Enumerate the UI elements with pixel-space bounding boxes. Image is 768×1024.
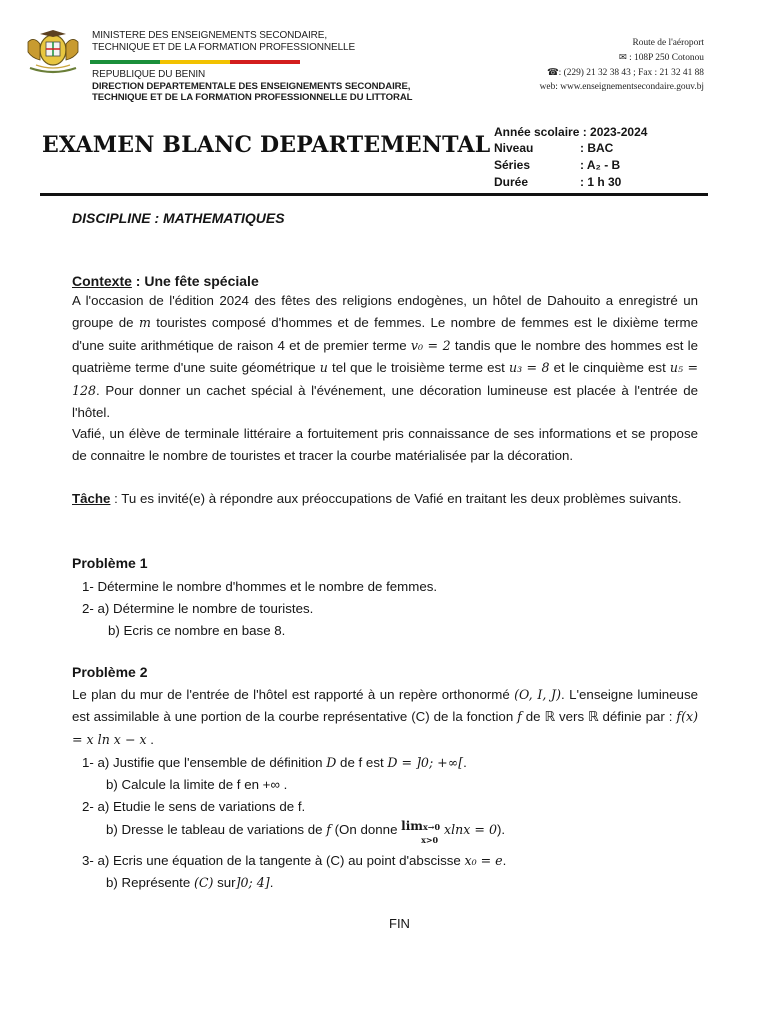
context-paragraph-2: Vafié, un élève de terminale littéraire a fortuitement pris connaissance de ses informations et se propose de connaitre le nombre de touristes et tracer la courbe matérialisée par la décoration. bbox=[72, 426, 698, 464]
problem-1-heading: Problème 1 bbox=[72, 555, 148, 571]
context-text: . Pour donner un cachet spécial à l'événement, une décoration lumineuse est placée à l'entrée de l'hôtel. bbox=[72, 382, 698, 421]
context-text: tel que le troisième terme est bbox=[327, 360, 509, 376]
website: web: www.enseignementsecondaire.gouv.bj bbox=[539, 82, 704, 92]
function-f: f bbox=[326, 822, 331, 837]
duration-key: Durée bbox=[494, 175, 529, 189]
direction-name bbox=[92, 81, 412, 103]
problem-2-text: . L'enseigne lumineuse est assimilable à une portion de la courbe représentative (C) de la fonction bbox=[72, 687, 698, 725]
context-text: et le cinquième est bbox=[549, 360, 670, 376]
lim-sub-2: x>0 bbox=[421, 835, 439, 845]
q3a-text: 3- a) Ecris une équation de la tangente à (C) au point d'abscisse bbox=[82, 853, 465, 868]
flag-stripe-yellow bbox=[160, 60, 230, 64]
flag-stripe-red bbox=[230, 60, 300, 64]
exam-title: EXAMEN BLANC DEPARTEMENTAL bbox=[42, 132, 491, 158]
lim-symbol: lim bbox=[401, 819, 423, 833]
problem-2-intro bbox=[72, 684, 698, 751]
var-m: m bbox=[138, 315, 151, 331]
level-value: : BAC bbox=[580, 141, 614, 155]
problem-2-text: . bbox=[146, 731, 154, 747]
q3b-text: . bbox=[269, 875, 274, 890]
series-key: Séries bbox=[494, 158, 531, 172]
header-divider bbox=[40, 193, 708, 196]
ministry-line-1: MINISTERE DES ENSEIGNEMENTS SECONDAIRE, bbox=[92, 30, 328, 41]
interval: ]0; 4] bbox=[235, 875, 270, 890]
ministry-name bbox=[92, 30, 355, 54]
problem-2-q3b bbox=[106, 872, 273, 894]
limit-expression: xlnx = 0 bbox=[440, 822, 497, 837]
function-formula: f(x) = x ln x − x bbox=[72, 709, 699, 747]
po-box: ✉ : 108P 250 Cotonou bbox=[618, 53, 704, 63]
duration-value: : 1 h 30 bbox=[580, 175, 622, 189]
limit-operator bbox=[401, 819, 440, 846]
problem-2-q2b bbox=[106, 819, 505, 846]
problem-2-heading: Problème 2 bbox=[72, 664, 148, 680]
domain: D = ]0; +∞[ bbox=[387, 755, 464, 770]
flag-stripe-green bbox=[90, 60, 160, 64]
q1a-text: 1- a) Justifie que l'ensemble de définition bbox=[82, 755, 327, 770]
context-heading-label: Contexte bbox=[72, 273, 132, 289]
problem-1-q1: 1- Détermine le nombre d'hommes et le nombre de femmes. bbox=[82, 579, 438, 594]
ministry-line-2: TECHNIQUE ET DE LA FORMATION PROFESSIONNELLE bbox=[92, 42, 356, 53]
context-heading-title: : Une fête spéciale bbox=[131, 273, 259, 289]
problem-1-q2b: b) Ecris ce nombre en base 8. bbox=[108, 623, 286, 638]
context-text: A l'occasion de l'édition 2024 des fêtes des religions endogènes, un hôtel de Dahouito a enregistré un groupe de bbox=[72, 293, 698, 331]
q3b-text: b) Représente bbox=[106, 875, 194, 890]
school-year: Année scolaire : 2023-2024 bbox=[494, 125, 648, 139]
problem-2-q1b: b) Calcule la limite de f en +∞ . bbox=[106, 777, 288, 792]
task-heading: Tâche bbox=[72, 491, 111, 506]
phone-fax: ☎: (229) 21 32 38 43 ; Fax : 21 32 41 88 bbox=[547, 68, 704, 78]
context-text: tandis que le nombre des hommes est le quatrième terme d'une suite géométrique bbox=[72, 337, 698, 376]
q2b-text: (On donne bbox=[330, 822, 402, 837]
address: Route de l'aéroport bbox=[632, 38, 704, 48]
series-value: : A₂ - B bbox=[580, 158, 621, 172]
problem-2-text: de ℝ vers ℝ définie par : bbox=[521, 709, 677, 725]
q2b-text: ). bbox=[496, 822, 506, 837]
v0-value: v₀ = 2 bbox=[410, 337, 451, 353]
q3a-text: . bbox=[502, 853, 507, 868]
curve-C: (C) bbox=[193, 875, 214, 890]
q2b-text: b) Dresse le tableau de variations de bbox=[106, 822, 327, 837]
end-marker: FIN bbox=[389, 916, 410, 931]
task-text: : Tu es invité(e) à répondre aux préoccupations de Vafié en traitant les deux problèmes suivants. bbox=[110, 491, 682, 506]
frame: (O, I, J) bbox=[514, 687, 561, 702]
context-text: touristes composé d'hommes et de femmes. Le nombre de femmes est le dixième terme d'une suite arithmétique de raison 4 et de premier terme bbox=[72, 315, 698, 353]
problem-1-q2a: 2- a) Détermine le nombre de touristes. bbox=[82, 601, 314, 616]
u3-value: u₃ = 8 bbox=[508, 360, 550, 376]
lim-sub-1: x→0 bbox=[423, 822, 441, 832]
q1a-text: de f est bbox=[336, 755, 388, 770]
context-paragraph-1 bbox=[72, 290, 698, 424]
direction-line-1: DIRECTION DEPARTEMENTALE DES ENSEIGNEMENTS SECONDAIRE, bbox=[92, 81, 411, 92]
republic-name: REPUBLIQUE DU BENIN bbox=[92, 69, 206, 80]
benin-coat-of-arms-logo bbox=[22, 28, 84, 78]
q1a-text: . bbox=[463, 755, 467, 770]
function-f: f bbox=[517, 709, 522, 725]
x0-value: x₀ = e bbox=[464, 853, 503, 868]
var-u: u bbox=[319, 360, 328, 376]
problem-2-q2a: 2- a) Etudie le sens de variations de f. bbox=[82, 799, 306, 814]
problem-2-text: Le plan du mur de l'entrée de l'hôtel est rapporté à un repère orthonormé bbox=[72, 687, 515, 702]
set-D: D bbox=[326, 755, 337, 770]
task bbox=[72, 488, 698, 510]
q3b-text: sur bbox=[213, 875, 236, 890]
problem-2-q3a bbox=[82, 850, 506, 872]
level-key: Niveau bbox=[494, 141, 534, 155]
discipline: DISCIPLINE : MATHEMATIQUES bbox=[72, 210, 285, 226]
u5-value: u₅ = 128 bbox=[72, 360, 699, 398]
direction-line-2: TECHNIQUE ET DE LA FORMATION PROFESSIONNELLE DU LITTORAL bbox=[92, 92, 413, 103]
problem-2-q1a bbox=[82, 752, 467, 774]
